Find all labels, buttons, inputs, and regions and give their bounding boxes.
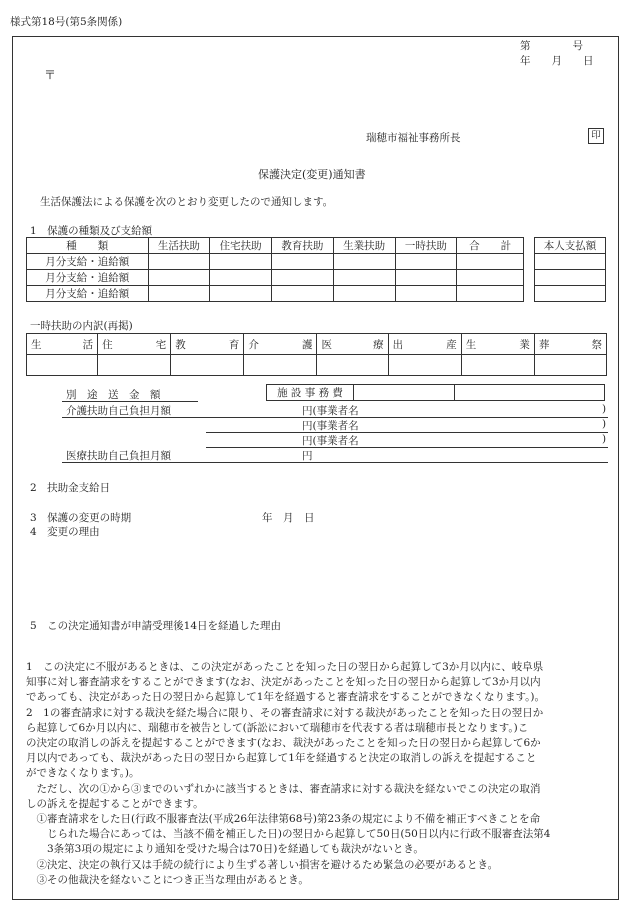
- issuer-name: 瑞穂市福祉事務所長: [366, 132, 461, 144]
- paren-3: ): [602, 433, 607, 445]
- self-pay-table: [534, 237, 606, 302]
- col-text: 介: [248, 338, 259, 351]
- col-text: 教: [175, 338, 186, 351]
- intro-text: 生活保護法による保護を次のとおり変更したので通知します。: [40, 196, 334, 208]
- note-line: の決定の取消しの訴えを提起することができます(なお、裁決があったことを知った日の翌日から起算して6か: [26, 737, 541, 750]
- header-kyoiku: 教育扶助: [272, 238, 334, 254]
- paren-2: ): [602, 418, 607, 430]
- kaigo-line-3: [206, 447, 608, 448]
- note-line: 月以内であっても、裁決があった日の翌日から起算して1年を経過すると決定の取消しの訴えを提起すること: [26, 752, 537, 765]
- note-line: ができなくなります。)。: [26, 767, 140, 780]
- col-text: 葬: [538, 338, 550, 351]
- kaigo-yen-3: 円(事業者名: [302, 435, 359, 447]
- temp-header-row: [27, 334, 607, 355]
- paren-1: ): [602, 403, 607, 415]
- header-ichiji: 一時扶助: [395, 238, 457, 254]
- section1-heading: 1 保護の種類及び支給額: [30, 225, 153, 237]
- kaigo-yen-1: 円(事業者名: [302, 405, 359, 417]
- col-text: 医: [321, 338, 332, 351]
- iryo-line: [62, 462, 608, 463]
- note-line: 知事に対し審査請求をすることができます(なお、決定があったことを知った日の翌日から起算して3か月以内: [26, 676, 541, 689]
- col-text: 療: [373, 338, 384, 351]
- postal-mark: 〒: [44, 68, 57, 82]
- shisetsu-table: [266, 384, 605, 401]
- notes-block: [26, 660, 614, 888]
- note-line: ③その他裁決を経ないことにつき正当な理由があるとき。: [26, 873, 309, 886]
- betto-label: 別 途 送 金 額: [66, 389, 161, 401]
- temp-value-row: [27, 355, 607, 376]
- section3-heading: 3 保護の変更の時期: [30, 512, 132, 524]
- iryo-yen: 円: [302, 450, 313, 462]
- note-line: ①審査請求をした日(行政不服審査法(平成26年法律第68号)第23条の規定により不備を補正すべきことを命: [26, 813, 541, 826]
- row-label: 月分支給・追給額: [27, 270, 149, 286]
- assistance-table: [26, 237, 524, 302]
- header-seigyo: 生業扶助: [333, 238, 395, 254]
- col-text: 産: [446, 338, 457, 351]
- note-line: じられた場合にあっては、当該不備を補正した日)の翌日から起算して50日(50日以内に行政不服審査法第4: [26, 828, 551, 841]
- temp-breakdown-heading: 一時扶助の内訳(再掲): [30, 320, 133, 332]
- temp-breakdown-table: [26, 333, 607, 376]
- row-label: 月分支給・追給額: [27, 286, 149, 302]
- date-label: 年 月 日: [520, 55, 594, 67]
- note-line: ただし、次の①から③までのいずれかに該当するときは、審査請求に対する裁決を経ないでこの決定の取消: [26, 782, 541, 795]
- seal-mark: 印: [588, 128, 604, 144]
- form-label: 様式第18号(第5条関係): [10, 16, 123, 28]
- row-label: 月分支給・追給額: [27, 254, 149, 270]
- note-line: 3条第3項の規定により通知を受けた場合は70日)を経過しても裁決がないとき。: [26, 843, 424, 856]
- header-type: 種 類: [27, 238, 149, 254]
- iryo-label: 医療扶助自己負担月額: [66, 450, 171, 462]
- section5-heading: 5 この決定通知書が申請受理後14日を経過した理由: [30, 620, 282, 632]
- col-text: 生: [465, 338, 477, 351]
- col-text: 住: [102, 338, 113, 351]
- page-title: 保護決定(変更)通知書: [258, 168, 366, 181]
- table-header-row: [27, 238, 524, 254]
- col-text: 護: [301, 338, 313, 351]
- header-self-pay: 本人支払額: [535, 238, 606, 254]
- col-text: 出: [392, 338, 404, 351]
- section4-heading: 4 変更の理由: [30, 526, 100, 538]
- note-line: しの訴えを提起することができます。: [26, 797, 204, 810]
- col-text: 業: [519, 338, 530, 351]
- note-line: ②決定、決定の執行又は手続の続行により生ずる著しい損害を避けるため緊急の必要があるとき。: [26, 858, 499, 871]
- kaigo-label: 介護扶助自己負担月額: [66, 405, 171, 417]
- section3-date: 年 月 日: [262, 512, 315, 524]
- col-text: 育: [228, 338, 240, 351]
- header-jutaku: 住宅扶助: [210, 238, 272, 254]
- betto-underline: [62, 401, 198, 402]
- col-text: 宅: [155, 338, 167, 351]
- col-text: 生: [31, 338, 42, 351]
- note-line: ら起算して6か月以内に、瑞穂市を被告として(訴訟において瑞穂市を代表する者は瑞穂市長となります。)こ: [26, 721, 529, 734]
- section2-heading: 2 扶助金支給日: [30, 482, 111, 494]
- note-line: 2 1の審査請求に対する裁決を経た場合に限り、その審査請求に対する裁決があったことを知った日の翌日か: [26, 706, 544, 719]
- col-text: 活: [82, 338, 94, 351]
- header-total: 合 計: [457, 238, 524, 254]
- table-row: [27, 270, 524, 286]
- number-label: 第 号: [520, 40, 583, 52]
- shisetsu-label: 施 設 事 務 費: [267, 385, 354, 401]
- seal-box: [588, 128, 604, 144]
- note-line: 1 この決定に不服があるときは、この決定があったことを知った日の翌日から起算して3か月以内に、岐阜県: [26, 661, 544, 673]
- col-text: 祭: [591, 338, 602, 351]
- table-row: [27, 286, 524, 302]
- kaigo-line-2: [206, 432, 608, 433]
- table-row: [27, 254, 524, 270]
- header-seikatsu: 生活扶助: [148, 238, 210, 254]
- note-line: であっても、決定があった日の翌日から起算して1年を経過すると審査請求をすることができなくなります。)。: [26, 691, 545, 704]
- kaigo-yen-2: 円(事業者名: [302, 420, 359, 432]
